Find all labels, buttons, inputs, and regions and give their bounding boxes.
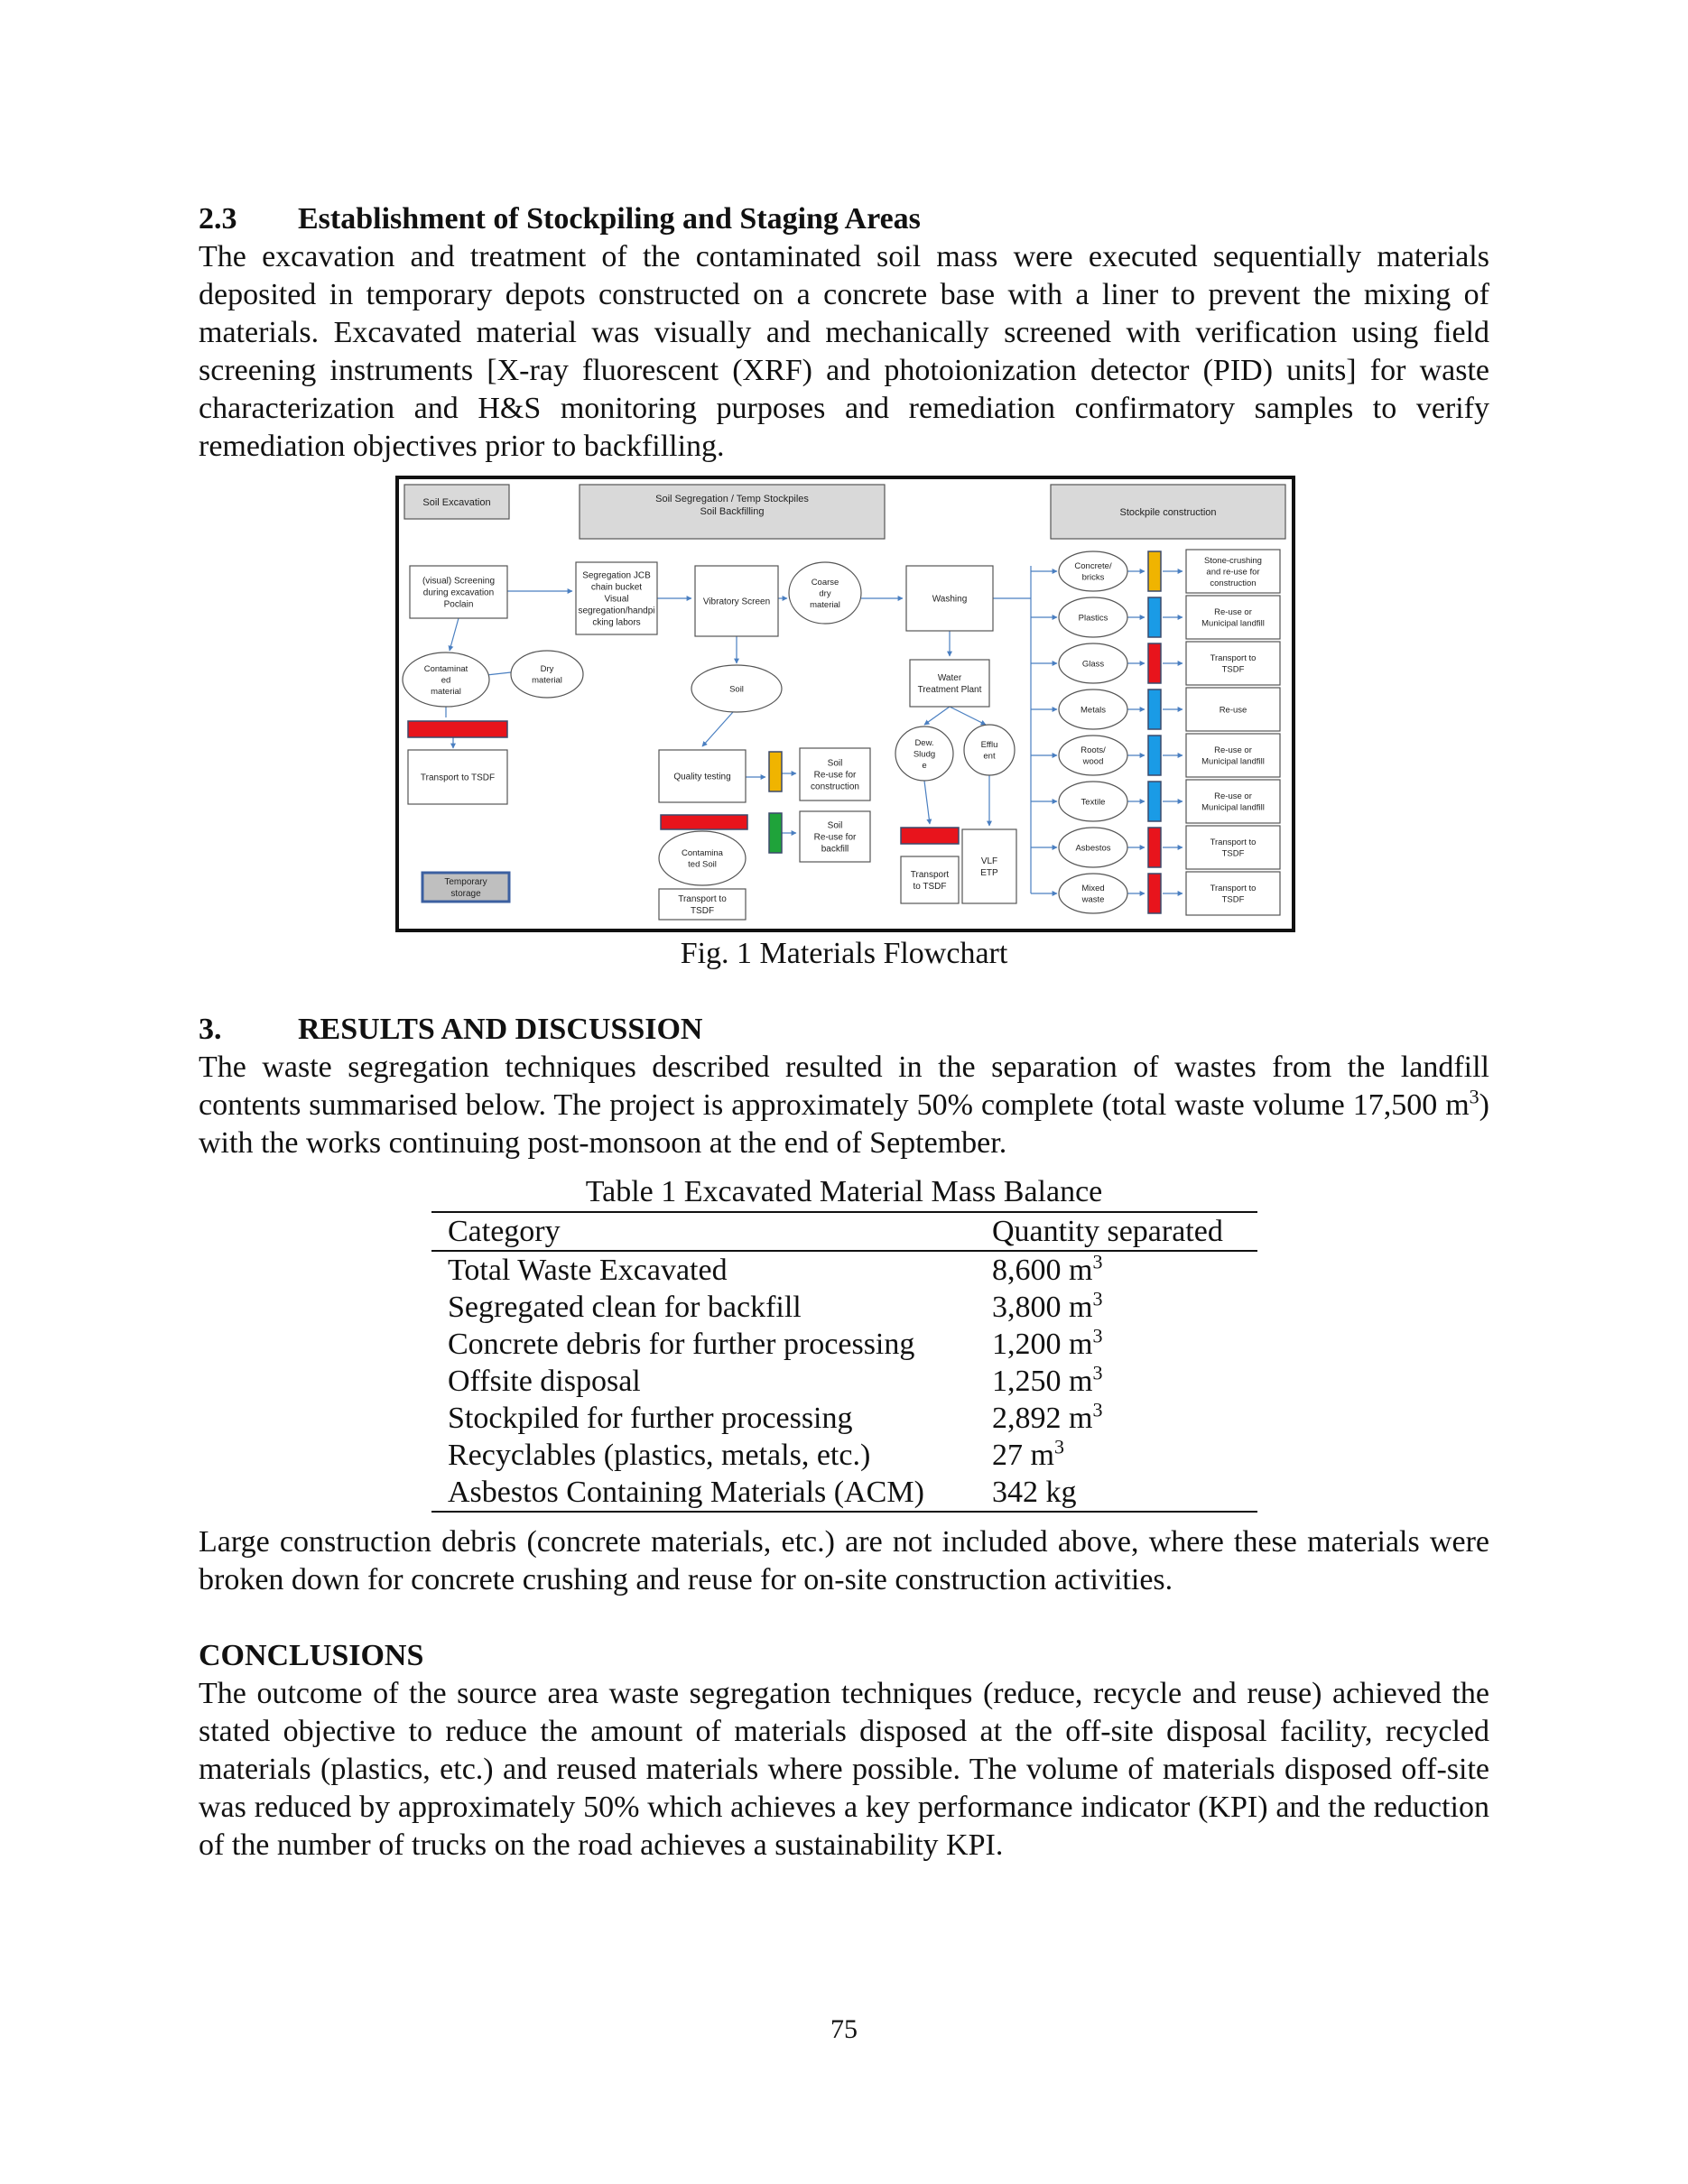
paragraph-text: The waste segregation techniques described resulted in the separation of wastes from the landfill contents summarised below. The project is approximately 50% complete (total waste volume 17,500 m bbox=[199, 1050, 1489, 1122]
node-contaminated-soil-label: Contamina ted Soil bbox=[682, 848, 723, 870]
node-vlf-etp-label: VLF ETP bbox=[980, 856, 998, 878]
outcome-0-label: Stone-crushing and re-use for construction bbox=[1204, 555, 1262, 588]
node-vlf-etp bbox=[962, 829, 1016, 903]
node-transport-tsdf-bottom-label: Transport to TSDF bbox=[678, 894, 727, 916]
status-bar-0 bbox=[1148, 551, 1161, 591]
node-coarse-dry-material-label: Coarse dry material bbox=[810, 577, 840, 610]
cell-category: Recyclables (plastics, metals, etc.) bbox=[448, 1439, 871, 1472]
section-3-paragraph bbox=[199, 1049, 1489, 1162]
header-quantity: Quantity separated bbox=[992, 1215, 1223, 1248]
flow-arrow bbox=[450, 618, 459, 651]
node-transport-tsdf-label: Transport to TSDF bbox=[420, 773, 496, 783]
material-0-label: Concrete/ bricks bbox=[1074, 561, 1112, 583]
status-bar-green bbox=[769, 813, 782, 853]
node-vibratory-screen-label: Vibratory Screen bbox=[702, 597, 771, 607]
node-washing-label: Washing bbox=[932, 594, 968, 605]
material-4-label: Roots/ wood bbox=[1081, 745, 1106, 767]
status-bar-3 bbox=[1148, 689, 1161, 729]
conclusions-heading: CONCLUSIONS bbox=[199, 1639, 424, 1672]
status-bar-6 bbox=[1148, 828, 1161, 867]
cell-category: Segregated clean for backfill bbox=[448, 1291, 802, 1324]
node-soil-reuse-construction-label: Soil Re-use for construction bbox=[811, 758, 859, 792]
cell-category: Offsite disposal bbox=[448, 1365, 641, 1398]
table-row bbox=[431, 1289, 1257, 1326]
cell-category: Stockpiled for further processing bbox=[448, 1402, 853, 1435]
status-bar-5 bbox=[1148, 782, 1161, 821]
outcome-6-label: Transport to TSDF bbox=[1210, 838, 1257, 859]
material-2-label: Glass bbox=[1081, 659, 1105, 670]
superscript: 3 bbox=[1469, 1085, 1479, 1108]
header-soil-excavation-label: Soil Excavation bbox=[422, 496, 491, 508]
flow-arrow bbox=[924, 707, 950, 725]
outcome-2-label: Transport to TSDF bbox=[1210, 653, 1257, 675]
node-transport-to-tsdf bbox=[901, 856, 959, 903]
table-row bbox=[431, 1437, 1257, 1474]
materials-flowchart bbox=[395, 476, 1295, 932]
table-row bbox=[431, 1400, 1257, 1437]
section-3-heading bbox=[199, 1011, 702, 1049]
node-dry-material-label: Dry material bbox=[532, 664, 562, 686]
node-contaminated-material-label: Contaminat ed material bbox=[423, 663, 468, 697]
table-row bbox=[431, 1251, 1257, 1289]
outcome-1-label: Re-use or Municipal landfill bbox=[1201, 607, 1265, 629]
flow-arrow bbox=[924, 781, 930, 824]
table-row bbox=[431, 1474, 1257, 1512]
material-1-label: Plastics bbox=[1078, 613, 1108, 624]
table-caption: Table 1 Excavated Material Mass Balance bbox=[585, 1175, 1103, 1208]
flow-arrow bbox=[702, 712, 733, 746]
node-water-treatment-plant bbox=[910, 660, 989, 707]
flow-nodes bbox=[403, 485, 1285, 920]
node-screening-label: (visual) Screening during excavation Poclain bbox=[422, 576, 496, 610]
after-table-paragraph: Large construction debris (concrete materials, etc.) are not included above, where these materials were broken down for concrete crushing and reuse for on-site construction activities. bbox=[199, 1525, 1489, 1596]
section-title: RESULTS AND DISCUSSION bbox=[298, 1013, 703, 1046]
status-bar-yellow bbox=[769, 752, 782, 791]
conclusions-paragraph: The outcome of the source area waste segregation techniques (reduce, recycle and reuse) achieved the stated objective to reduce the amount of materials disposed at the off-site disposal facility, recycled materials (plastics, etc.) and reused materials where possible. The volume of materials disposed off-site was reduced by approximately 50% which achieves a key performance indicator (KPI) and the reduction of the number of trucks on the road achieves a sustainability KPI. bbox=[199, 1677, 1489, 1862]
cell-quantity: 27 $m^3$ bbox=[992, 1435, 1064, 1472]
cell-quantity: 1,250 $m^3$ bbox=[992, 1361, 1103, 1398]
cell-category: Total Waste Excavated bbox=[448, 1254, 728, 1287]
table-row bbox=[431, 1363, 1257, 1400]
cell-quantity: 1,200 $m^3$ bbox=[992, 1324, 1103, 1361]
status-bar-red bbox=[901, 828, 959, 844]
status-bar-red bbox=[408, 721, 507, 737]
header-stockpile-construction-label: Stockpile construction bbox=[1119, 506, 1217, 518]
table-header-row bbox=[431, 1212, 1257, 1251]
cell-quantity: 2,892 $m^3$ bbox=[992, 1398, 1103, 1435]
node-dewatered-sludge-label: Dew. Sludg e bbox=[913, 737, 936, 771]
page-number: 75 bbox=[830, 2014, 858, 2044]
material-5-label: Textile bbox=[1081, 797, 1106, 808]
cell-quantity: 3,800 $m^3$ bbox=[992, 1287, 1103, 1324]
section-title: Establishment of Stockpiling and Staging Areas bbox=[298, 202, 921, 236]
paragraph-text: ) with the works continuing post-monsoon at the end of September. bbox=[199, 1088, 1489, 1160]
cell-quantity: 342 kg bbox=[992, 1476, 1077, 1509]
cell-quantity: 8,600 $m^3$ bbox=[992, 1250, 1103, 1287]
node-segregation-label: Segregation JCB chain bucket Visual segregation/handpi cking labors bbox=[578, 570, 655, 628]
mass-balance-table bbox=[431, 1211, 1257, 1513]
status-bar-red bbox=[661, 815, 747, 829]
outcome-7-label: Transport to TSDF bbox=[1210, 884, 1257, 905]
material-7-label: Mixed waste bbox=[1081, 884, 1105, 905]
outcome-3-label: Re-use bbox=[1219, 705, 1247, 716]
table-body bbox=[431, 1251, 1257, 1512]
header-category: Category bbox=[448, 1215, 561, 1248]
node-effluent-label: Efflu ent bbox=[980, 740, 998, 762]
node-water-treatment-plant-label: Water Treatment Plant bbox=[917, 673, 982, 695]
status-bar-1 bbox=[1148, 597, 1161, 637]
node-quality-testing-label: Quality testing bbox=[673, 772, 731, 782]
status-bar-7 bbox=[1148, 874, 1161, 913]
table-row bbox=[431, 1326, 1257, 1363]
outcome-5-label: Re-use or Municipal landfill bbox=[1201, 791, 1265, 813]
status-bar-2 bbox=[1148, 643, 1161, 683]
section-2-3-heading bbox=[199, 200, 921, 238]
cell-category: Asbestos Containing Materials (ACM) bbox=[448, 1476, 924, 1509]
outcome-4-label: Re-use or Municipal landfill bbox=[1201, 745, 1265, 767]
header-soil-segregation-label: Soil Segregation / Temp Stockpiles Soil Backfilling bbox=[655, 493, 809, 517]
figure-caption: Fig. 1 Materials Flowchart bbox=[680, 937, 1008, 970]
material-6-label: Asbestos bbox=[1075, 843, 1111, 854]
node-temporary-storage-label: Temporary storage bbox=[444, 877, 487, 899]
section-number: 2.3 bbox=[199, 202, 237, 236]
section-number: 3. bbox=[199, 1013, 222, 1046]
status-bar-4 bbox=[1148, 736, 1161, 775]
node-transport-to-tsdf-label: Transport to TSDF bbox=[910, 870, 950, 892]
cell-category: Concrete debris for further processing bbox=[448, 1328, 915, 1361]
section-2-3-paragraph: The excavation and treatment of the contaminated soil mass were executed sequentially materials deposited in temporary depots constructed on a concrete base with a liner to prevent the mixing of materials. Excavated material was visually and mechanically screened with verification using field screening instruments [X-ray fluorescent (XRF) and photoionization detector (PID) units] for waste characterization and H&S monitoring purposes and remediation confirmatory samples to verify remediation objectives prior to backfilling. bbox=[199, 240, 1489, 463]
flowchart-svg bbox=[399, 479, 1292, 929]
node-soil-reuse-backfill-label: Soil Re-use for backfill bbox=[813, 820, 857, 855]
material-3-label: Metals bbox=[1081, 705, 1106, 716]
flow-arrow bbox=[950, 707, 986, 725]
node-soil-label: Soil bbox=[729, 684, 744, 695]
